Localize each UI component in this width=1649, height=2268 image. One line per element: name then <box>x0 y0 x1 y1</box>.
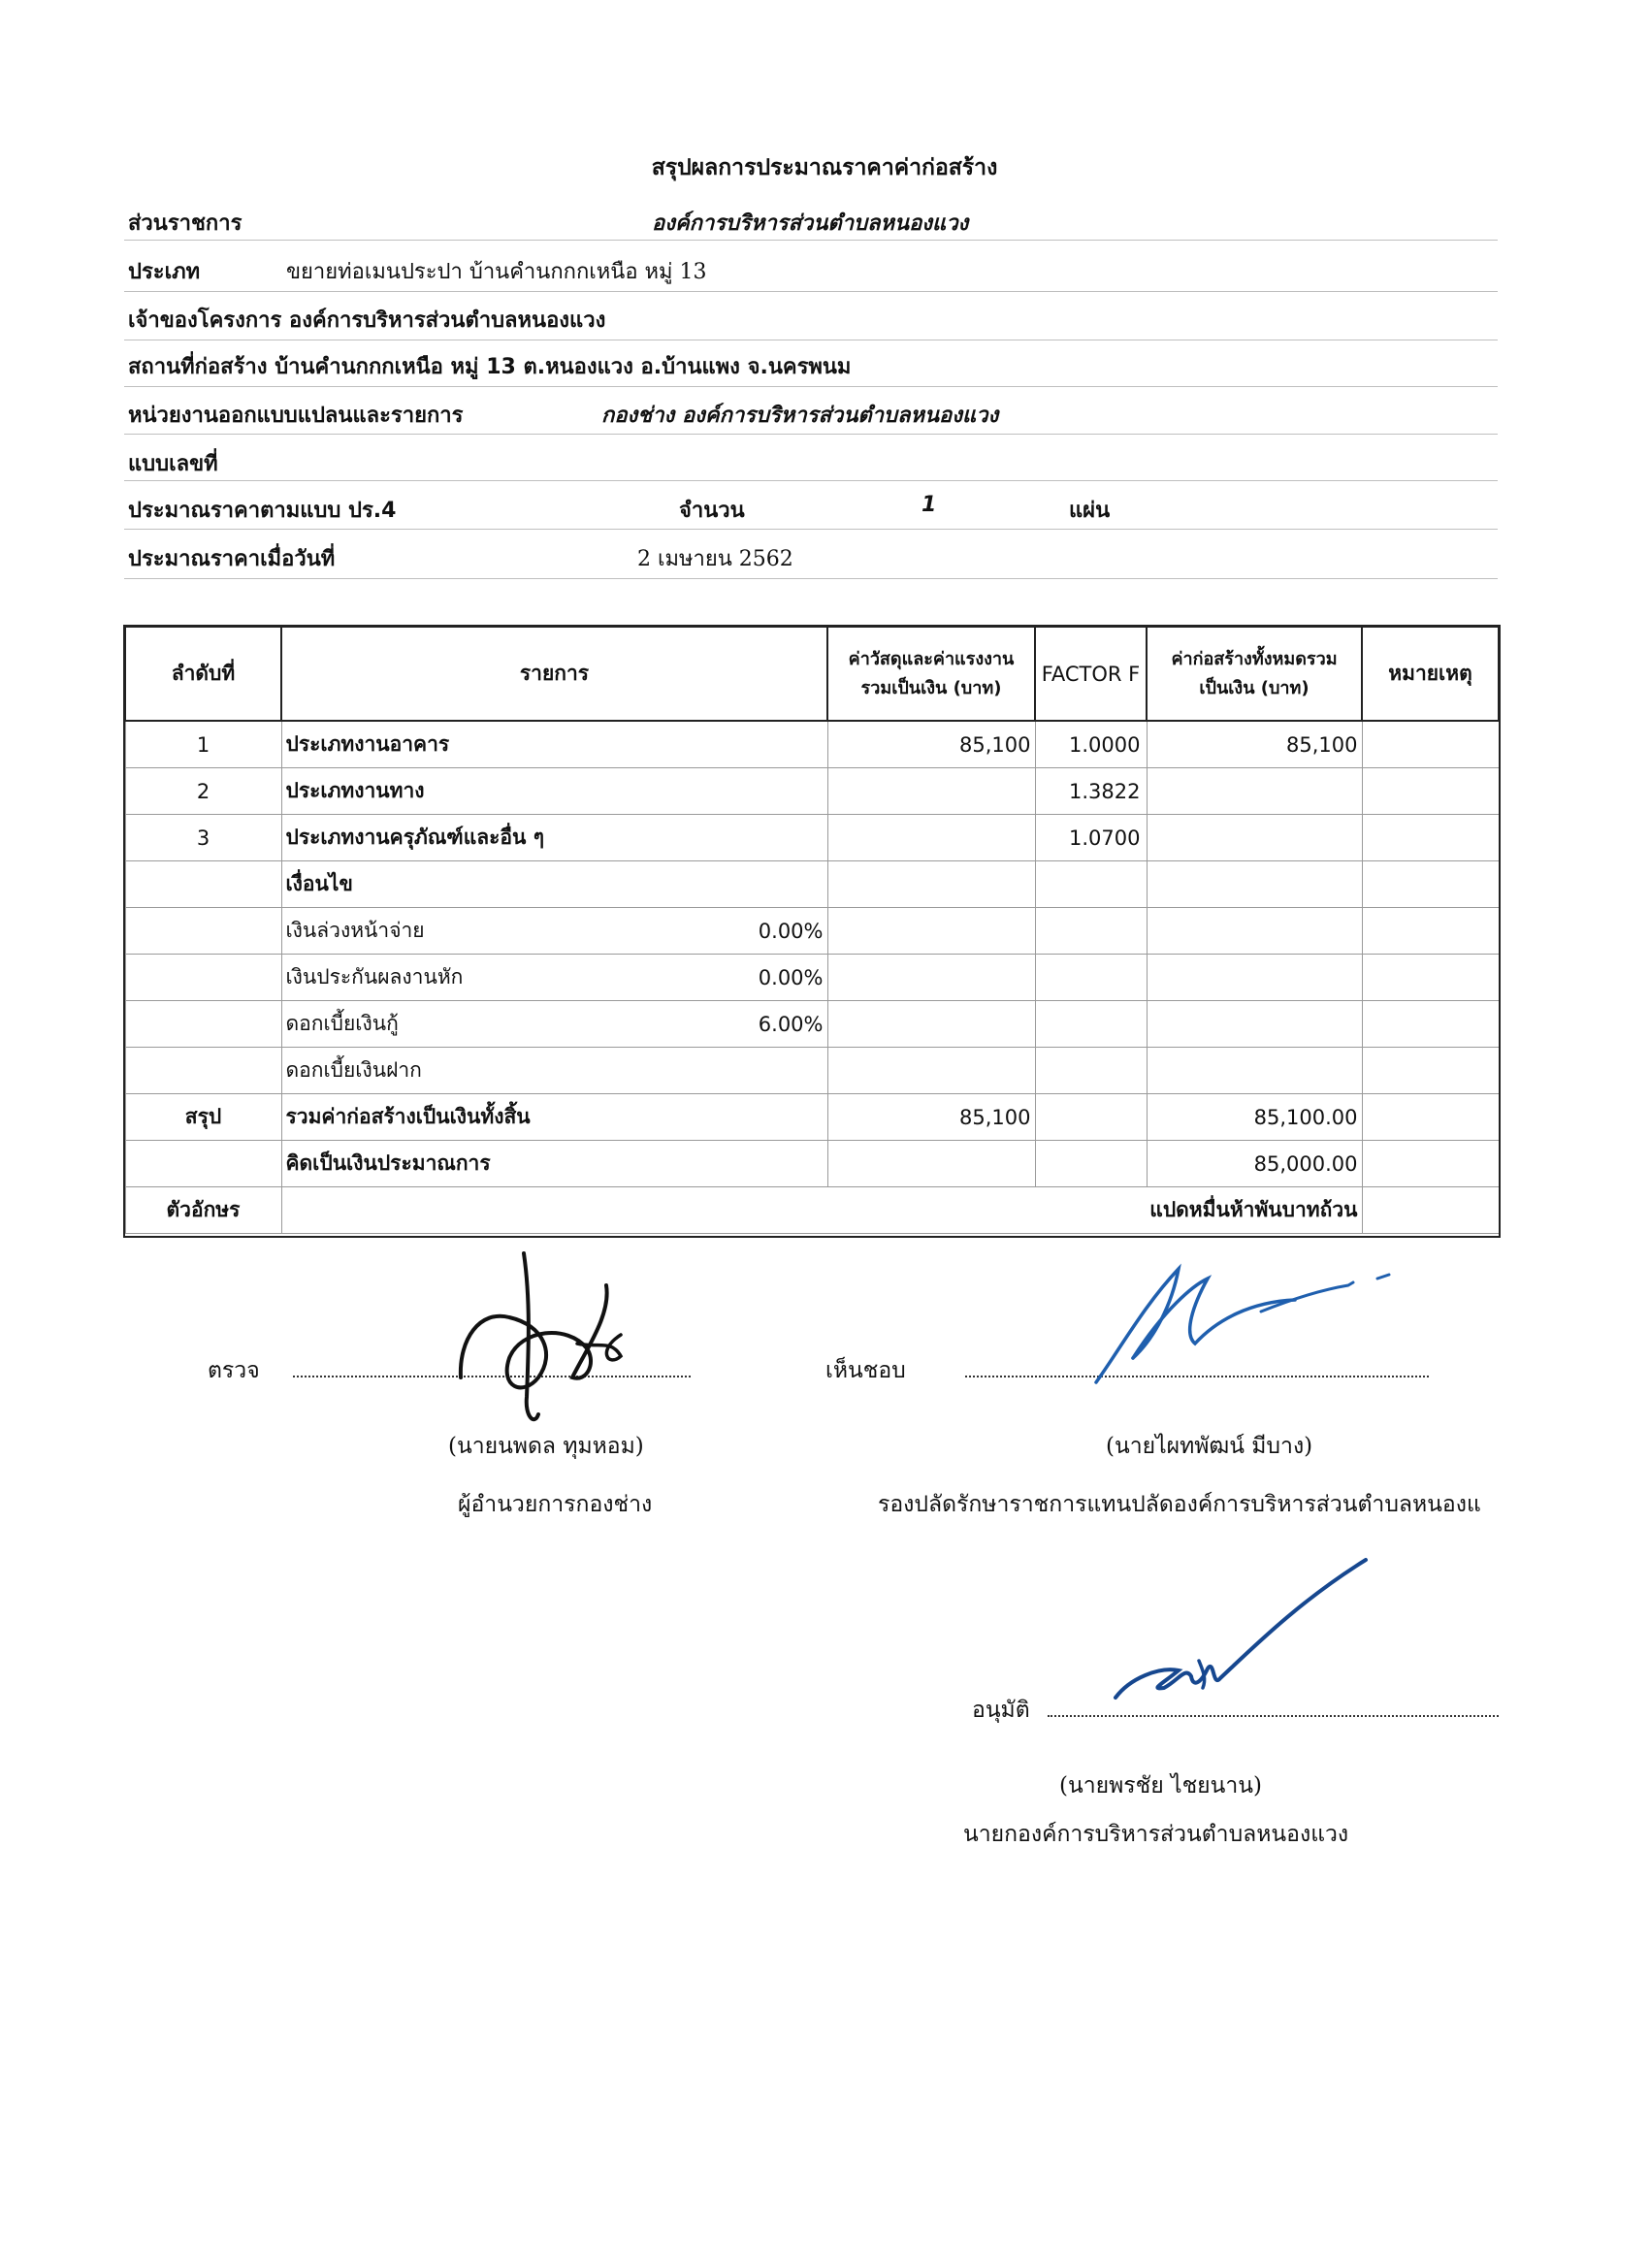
approver1-position: รองปลัดรักษาราชการแทนปลัดองค์การบริหารส่วนตำบลหนองแ <box>878 1492 1481 1517</box>
checker-name: (นายนพดล ทุมหอม) <box>448 1434 644 1459</box>
divider <box>124 291 1498 292</box>
owner-label: เจ้าของโครงการ <box>128 308 282 333</box>
row-remark <box>1362 768 1499 815</box>
site-row <box>128 349 851 383</box>
date-value: 2 เมษายน 2562 <box>637 547 793 571</box>
conditions-header-row <box>125 861 1499 908</box>
row-factor: 1.0700 <box>1035 815 1147 861</box>
row-item: ประเภทงานอาคาร <box>281 721 827 768</box>
row-item: ประเภทงานครุภัณฑ์และอื่น ๆ <box>281 815 827 861</box>
summary-item: รวมค่าก่อสร้างเป็นเงินทั้งสิ้น <box>281 1094 827 1141</box>
condition-row <box>125 908 1499 955</box>
condition-value: 6.00% <box>758 1012 824 1036</box>
row-cost <box>827 768 1035 815</box>
condition-label: เงินล่วงหน้าจ่าย <box>285 919 425 942</box>
estimate-item: คิดเป็นเงินประมาณการ <box>281 1141 827 1187</box>
divider <box>124 529 1498 530</box>
condition-item <box>281 1048 827 1094</box>
owner-value: องค์การบริหารส่วนตำบลหนองแวง <box>289 308 606 333</box>
site-label: สถานที่ก่อสร้าง <box>128 355 268 379</box>
words-row <box>125 1187 1499 1234</box>
words-label: ตัวอักษร <box>125 1187 281 1234</box>
header-total-line1: ค่าก่อสร้างทั้งหมดรวม <box>1171 648 1338 669</box>
cost-summary-table <box>124 626 1500 1234</box>
approver2-name: (นายพรชัย ไชยนาน) <box>1059 1773 1262 1798</box>
owner-row <box>128 303 605 337</box>
sheets-label: จำนวน <box>679 499 745 523</box>
header-total-line2: เป็นเงิน (บาท) <box>1199 677 1310 698</box>
estimate-total: 85,000.00 <box>1147 1141 1362 1187</box>
table-row <box>125 721 1499 768</box>
condition-value: 0.00% <box>758 965 824 989</box>
approver2-position: นายกองค์การบริหารส่วนตำบลหนองแวง <box>963 1822 1349 1847</box>
condition-label: ดอกเบี้ยเงินกู้ <box>285 1012 399 1035</box>
row-seq: 1 <box>125 721 281 768</box>
condition-item <box>281 1001 827 1048</box>
row-cost: 85,100 <box>827 721 1035 768</box>
condition-item <box>281 908 827 955</box>
document-title: สรุปผลการประมาณราคาค่าก่อสร้าง <box>651 155 998 180</box>
conditions-label: เงื่อนไข <box>281 861 827 908</box>
row-total <box>1147 815 1362 861</box>
divider <box>124 240 1498 241</box>
words-value: แปดหมื่นห้าพันบาทถ้วน <box>281 1187 1362 1234</box>
sheets-value: 1 <box>922 493 937 517</box>
designer-label: หน่วยงานออกแบบแปลนและรายการ <box>128 404 464 428</box>
approver2-label: อนุมัติ <box>972 1698 1030 1723</box>
agency-label: ส่วนราชการ <box>128 211 242 236</box>
row-total <box>1147 768 1362 815</box>
divider <box>124 480 1498 481</box>
divider <box>124 578 1498 579</box>
row-factor: 1.3822 <box>1035 768 1147 815</box>
estimate-form-label: ประมาณราคาตามแบบ ปร.4 <box>128 499 397 523</box>
approver1-name: (นายไผทพัฒน์ มีบาง) <box>1106 1434 1313 1459</box>
date-label: ประมาณราคาเมื่อวันที่ <box>128 547 336 571</box>
type-label: ประเภท <box>128 260 201 284</box>
checker-label: ตรวจ <box>208 1358 260 1383</box>
approver2-signature <box>1106 1552 1377 1707</box>
condition-value: 0.00% <box>758 919 824 943</box>
row-total: 85,100 <box>1147 721 1362 768</box>
row-seq: 2 <box>125 768 281 815</box>
summary-total: 85,100.00 <box>1147 1094 1362 1141</box>
estimate-row <box>125 1141 1499 1187</box>
condition-row <box>125 1001 1499 1048</box>
site-value: บ้านคำนกกกเหนือ หมู่ 13 ต.หนองแวง อ.บ้านแพง จ.นครพนม <box>275 355 852 379</box>
table-header-row <box>125 627 1499 721</box>
type-value: ขยายท่อเมนประปา บ้านคำนกกกเหนือ หมู่ 13 <box>286 260 707 284</box>
approver1-signature <box>1086 1251 1406 1387</box>
designer-value: กองช่าง องค์การบริหารส่วนตำบลหนองแวง <box>601 404 999 428</box>
condition-label: ดอกเบี้ยเงินฝาก <box>285 1058 422 1082</box>
table-row <box>125 768 1499 815</box>
summary-cost: 85,100 <box>827 1094 1035 1141</box>
table-row <box>125 815 1499 861</box>
summary-row <box>125 1094 1499 1141</box>
header-cost-line2: รวมเป็นเงิน (บาท) <box>860 677 1002 698</box>
checker-position: ผู้อำนวยการกองช่าง <box>458 1492 653 1517</box>
checker-signature <box>441 1242 655 1436</box>
agency-value: องค์การบริหารส่วนตำบลหนองแวง <box>652 211 969 236</box>
row-remark <box>1362 815 1499 861</box>
header-remark: หมายเหตุ <box>1362 627 1499 721</box>
row-factor: 1.0000 <box>1035 721 1147 768</box>
row-seq: 3 <box>125 815 281 861</box>
plan-no-label: แบบเลขที่ <box>128 452 218 476</box>
condition-label: เงินประกันผลงานหัก <box>285 965 464 988</box>
summary-label: สรุป <box>125 1094 281 1141</box>
row-cost <box>827 815 1035 861</box>
header-item: รายการ <box>281 627 827 721</box>
divider <box>124 434 1498 435</box>
approver1-label: เห็นชอบ <box>825 1358 906 1383</box>
sheets-unit: แผ่น <box>1069 499 1111 523</box>
header-cost-line1: ค่าวัสดุและค่าแรงงาน <box>848 648 1015 669</box>
header-factor: FACTOR F <box>1035 627 1147 721</box>
condition-item <box>281 955 827 1001</box>
divider <box>124 386 1498 387</box>
header-cost <box>827 627 1035 721</box>
approver2-signature-line <box>1048 1715 1499 1717</box>
header-total <box>1147 627 1362 721</box>
condition-row <box>125 955 1499 1001</box>
header-seq: ลำดับที่ <box>125 627 281 721</box>
row-item: ประเภทงานทาง <box>281 768 827 815</box>
condition-row <box>125 1048 1499 1094</box>
row-remark <box>1362 721 1499 768</box>
